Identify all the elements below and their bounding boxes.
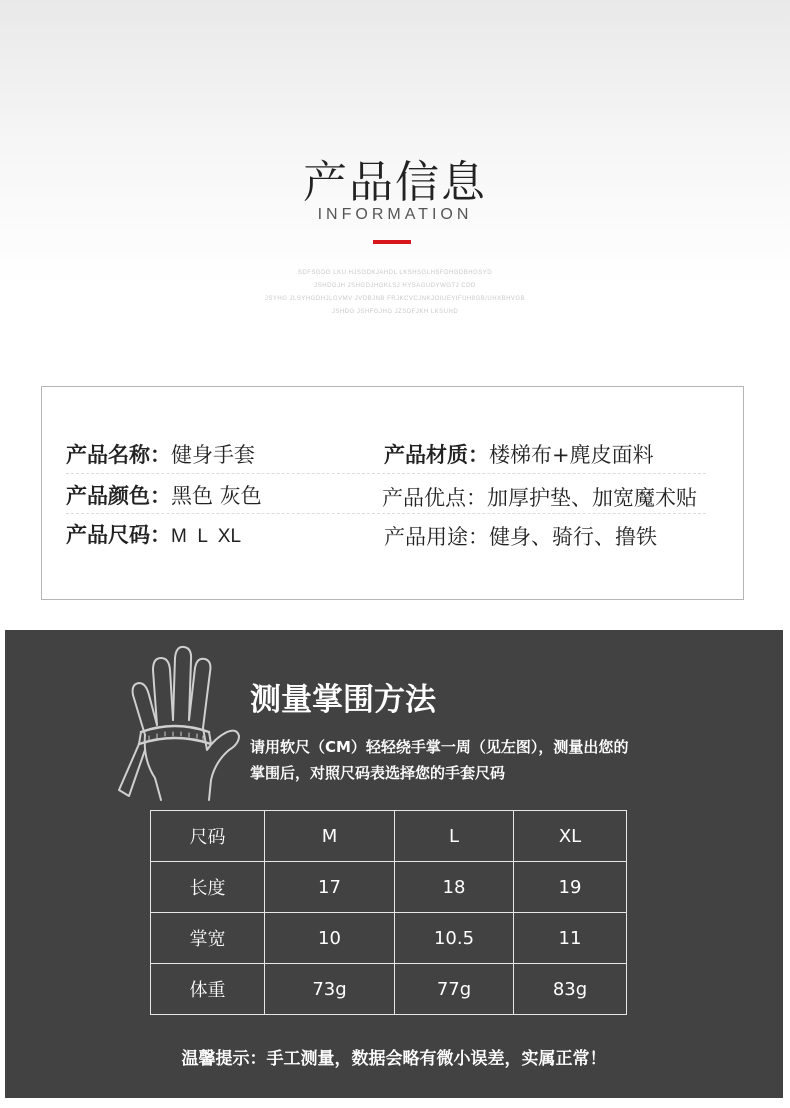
header-section — [0, 0, 790, 360]
table-row — [151, 913, 627, 964]
info-value: 楼梯布+麂皮面料 — [489, 443, 654, 467]
measure-section — [5, 630, 783, 1098]
info-advantage — [382, 482, 697, 512]
info-name — [66, 439, 255, 469]
info-label: 产品材质： — [384, 443, 489, 467]
decorative-text-line: JSYHG JLSYHGDHJLGVMV JVDBJNB FRJKCVCJNKJOIUEYIFUH8GB/UHXBHVGB — [264, 296, 526, 302]
page-subtitle: INFORMATION — [317, 206, 473, 223]
table-cell: 掌宽 — [151, 913, 265, 964]
table-cell: 10.5 — [395, 913, 514, 964]
table-cell: 10 — [265, 913, 395, 964]
page-title: 产品信息 — [303, 157, 487, 208]
table-row — [151, 964, 627, 1015]
table-header-cell: L — [395, 811, 514, 862]
product-info-box — [41, 386, 744, 600]
measure-title: 测量掌围方法 — [250, 682, 436, 718]
table-row — [151, 862, 627, 913]
decorative-text-line: JSHDGJH JSHGDJHGKLSJ HYSAGUDYWGTJ CDD — [314, 283, 476, 289]
info-label: 产品尺码： — [66, 523, 171, 547]
table-cell: 18 — [395, 862, 514, 913]
info-value: 加厚护垫、加宽魔术贴 — [487, 486, 697, 510]
table-cell: 17 — [265, 862, 395, 913]
info-label: 产品优点： — [382, 486, 487, 510]
size-table — [150, 810, 627, 1015]
table-header-row — [151, 811, 627, 862]
table-cell: 83g — [514, 964, 627, 1015]
info-value: 黑色 灰色 — [171, 484, 262, 508]
table-header-cell: 尺码 — [151, 811, 265, 862]
info-label: 产品用途： — [384, 525, 489, 549]
info-label: 产品颜色： — [66, 484, 171, 508]
decorative-text-line: JSHDG JSHFGJHG JZSDFJKH LKSUHD — [331, 309, 459, 315]
info-usage — [384, 521, 657, 551]
table-header-cell: M — [265, 811, 395, 862]
table-cell: 19 — [514, 862, 627, 913]
info-color — [66, 480, 262, 510]
measure-description: 掌围后，对照尺码表选择您的手套尺码 — [250, 764, 506, 782]
table-header-cell: XL — [514, 811, 627, 862]
info-value: 健身手套 — [171, 443, 255, 467]
info-size — [66, 519, 241, 549]
info-value: 健身、骑行、撸铁 — [489, 525, 657, 549]
row-divider — [66, 473, 706, 474]
measure-description: 请用软尺（CM）轻轻绕手掌一周（见左图），测量出您的 — [250, 738, 629, 756]
title-accent-bar — [373, 240, 411, 244]
row-divider — [66, 513, 706, 514]
hand-measure-icon — [115, 640, 245, 805]
table-cell: 73g — [265, 964, 395, 1015]
table-cell: 体重 — [151, 964, 265, 1015]
info-value: M L XL — [171, 526, 242, 547]
info-material — [384, 439, 654, 469]
table-cell: 77g — [395, 964, 514, 1015]
warm-tip: 温馨提示：手工测量，数据会略有微小误差，实属正常！ — [181, 1049, 607, 1069]
decorative-text-line: SDFSGDG LKU HJSGDKJAHDL LKSHSGLHSFDHGDBHGSYD — [297, 270, 493, 276]
table-cell: 11 — [514, 913, 627, 964]
table-cell: 长度 — [151, 862, 265, 913]
info-label: 产品名称： — [66, 443, 171, 467]
